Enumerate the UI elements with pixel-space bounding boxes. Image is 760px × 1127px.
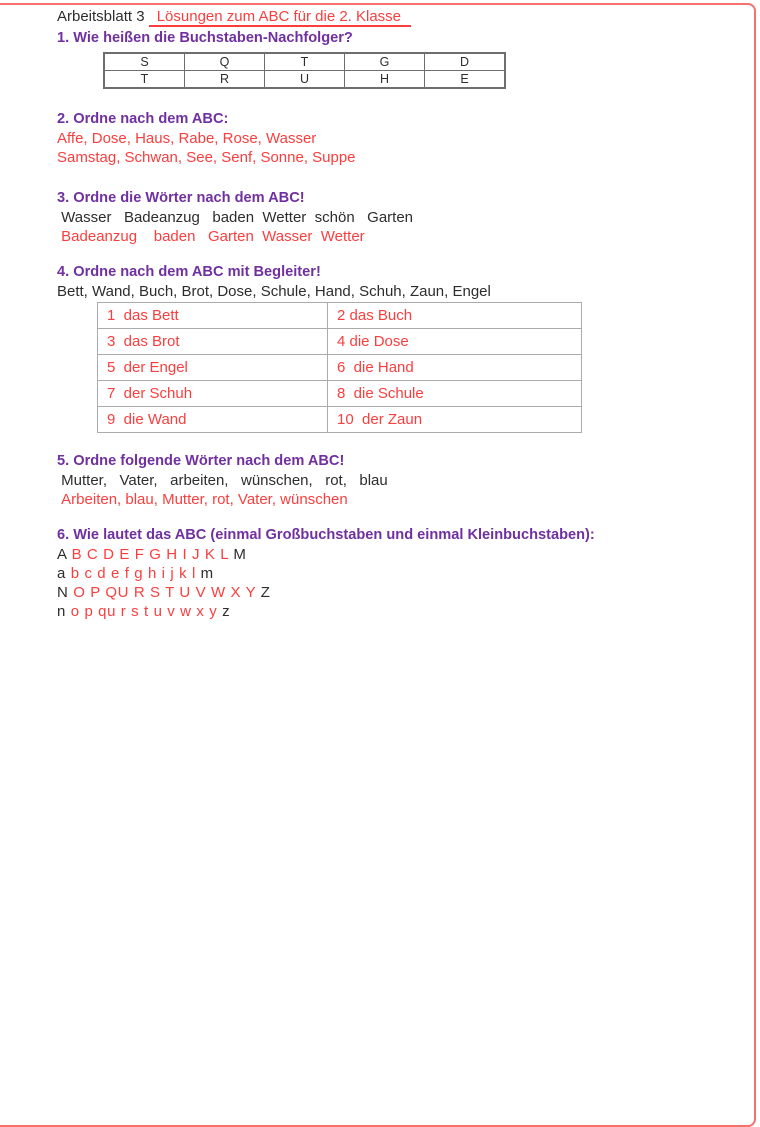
- alphabet-line-lowercase-2: [57, 602, 760, 621]
- question-5-header: 5. Ordne folgende Wörter nach dem ABC!: [57, 453, 345, 469]
- table-cell: 10 der Zaun: [328, 407, 582, 433]
- alphabet-start: A: [57, 546, 67, 563]
- question-1-header: 1. Wie heißen die Buchstaben-Nachfolger?: [57, 30, 353, 46]
- table-row: [98, 303, 582, 329]
- worksheet-title-highlight: Lösungen zum ABC für die 2. Klasse: [149, 9, 411, 27]
- alphabet-start: N: [57, 584, 69, 601]
- question-6-header: 6. Wie lautet das ABC (einmal Großbuchstaben und einmal Kleinbuchstaben):: [57, 527, 595, 543]
- table-cell: 7 der Schuh: [98, 381, 328, 407]
- table-row: [98, 329, 582, 355]
- alphabet-end: Z: [260, 584, 271, 601]
- question-4-word-list: Bett, Wand, Buch, Brot, Dose, Schule, Hand, Schuh, Zaun, Engel: [57, 283, 491, 300]
- question-2-header: 2. Ordne nach dem ABC:: [57, 111, 229, 127]
- alphabet-line-uppercase-1: [57, 545, 760, 564]
- alphabet-middle: o p qu r s t u v w x y: [70, 603, 218, 620]
- table-cell: S: [104, 53, 185, 71]
- table-cell: T: [265, 53, 345, 71]
- alphabet-middle: b c d e f g h i j k l: [70, 565, 196, 582]
- table-row: [98, 355, 582, 381]
- table-cell: 3 das Brot: [98, 329, 328, 355]
- table-cell: E: [425, 71, 506, 89]
- question-3-answer: Badeanzug baden Garten Wasser Wetter: [57, 228, 365, 245]
- table-cell: 2 das Buch: [328, 303, 582, 329]
- table-cell: Q: [185, 53, 265, 71]
- question-5-word-list: Mutter, Vater, arbeiten, wünschen, rot, blau: [57, 472, 388, 489]
- table-cell: T: [104, 71, 185, 89]
- alphabet-middle: O P QU R S T U V W X Y: [73, 584, 256, 601]
- alphabet-line-uppercase-2: [57, 583, 760, 602]
- table-cell: 4 die Dose: [328, 329, 582, 355]
- table-row: [104, 53, 505, 71]
- question-5-answer: Arbeiten, blau, Mutter, rot, Vater, wünschen: [57, 491, 348, 508]
- question-2-answer-line-2: Samstag, Schwan, See, Senf, Sonne, Suppe: [57, 149, 356, 166]
- alphabet-end: M: [233, 546, 247, 563]
- table-row: [98, 407, 582, 433]
- begleiter-answer-table: [97, 302, 582, 433]
- question-3-header: 3. Ordne die Wörter nach dem ABC!: [57, 190, 305, 206]
- table-cell: U: [265, 71, 345, 89]
- alphabet-start: a: [57, 565, 66, 582]
- table-cell: 9 die Wand: [98, 407, 328, 433]
- alphabet-end: m: [200, 565, 214, 582]
- worksheet-title: [57, 8, 760, 27]
- question-4-header: 4. Ordne nach dem ABC mit Begleiter!: [57, 264, 321, 280]
- table-row: [104, 71, 505, 89]
- alphabet-middle: B C D E F G H I J K L: [71, 546, 229, 563]
- table-cell: 1 das Bett: [98, 303, 328, 329]
- alphabet-end: z: [222, 603, 231, 620]
- table-cell: 8 die Schule: [328, 381, 582, 407]
- table-row: [98, 381, 582, 407]
- table-cell: 5 der Engel: [98, 355, 328, 381]
- worksheet-title-number: Arbeitsblatt 3: [57, 8, 145, 25]
- alphabet-start: n: [57, 603, 66, 620]
- question-3-word-list: Wasser Badeanzug baden Wetter schön Garten: [57, 209, 414, 226]
- table-cell: H: [345, 71, 425, 89]
- table-cell: R: [185, 71, 265, 89]
- table-cell: G: [345, 53, 425, 71]
- question-2-answer-line-1: Affe, Dose, Haus, Rabe, Rose, Wasser: [57, 130, 317, 147]
- letter-successor-table: [103, 52, 506, 89]
- alphabet-line-lowercase-1: [57, 564, 760, 583]
- table-cell: D: [425, 53, 506, 71]
- table-cell: 6 die Hand: [328, 355, 582, 381]
